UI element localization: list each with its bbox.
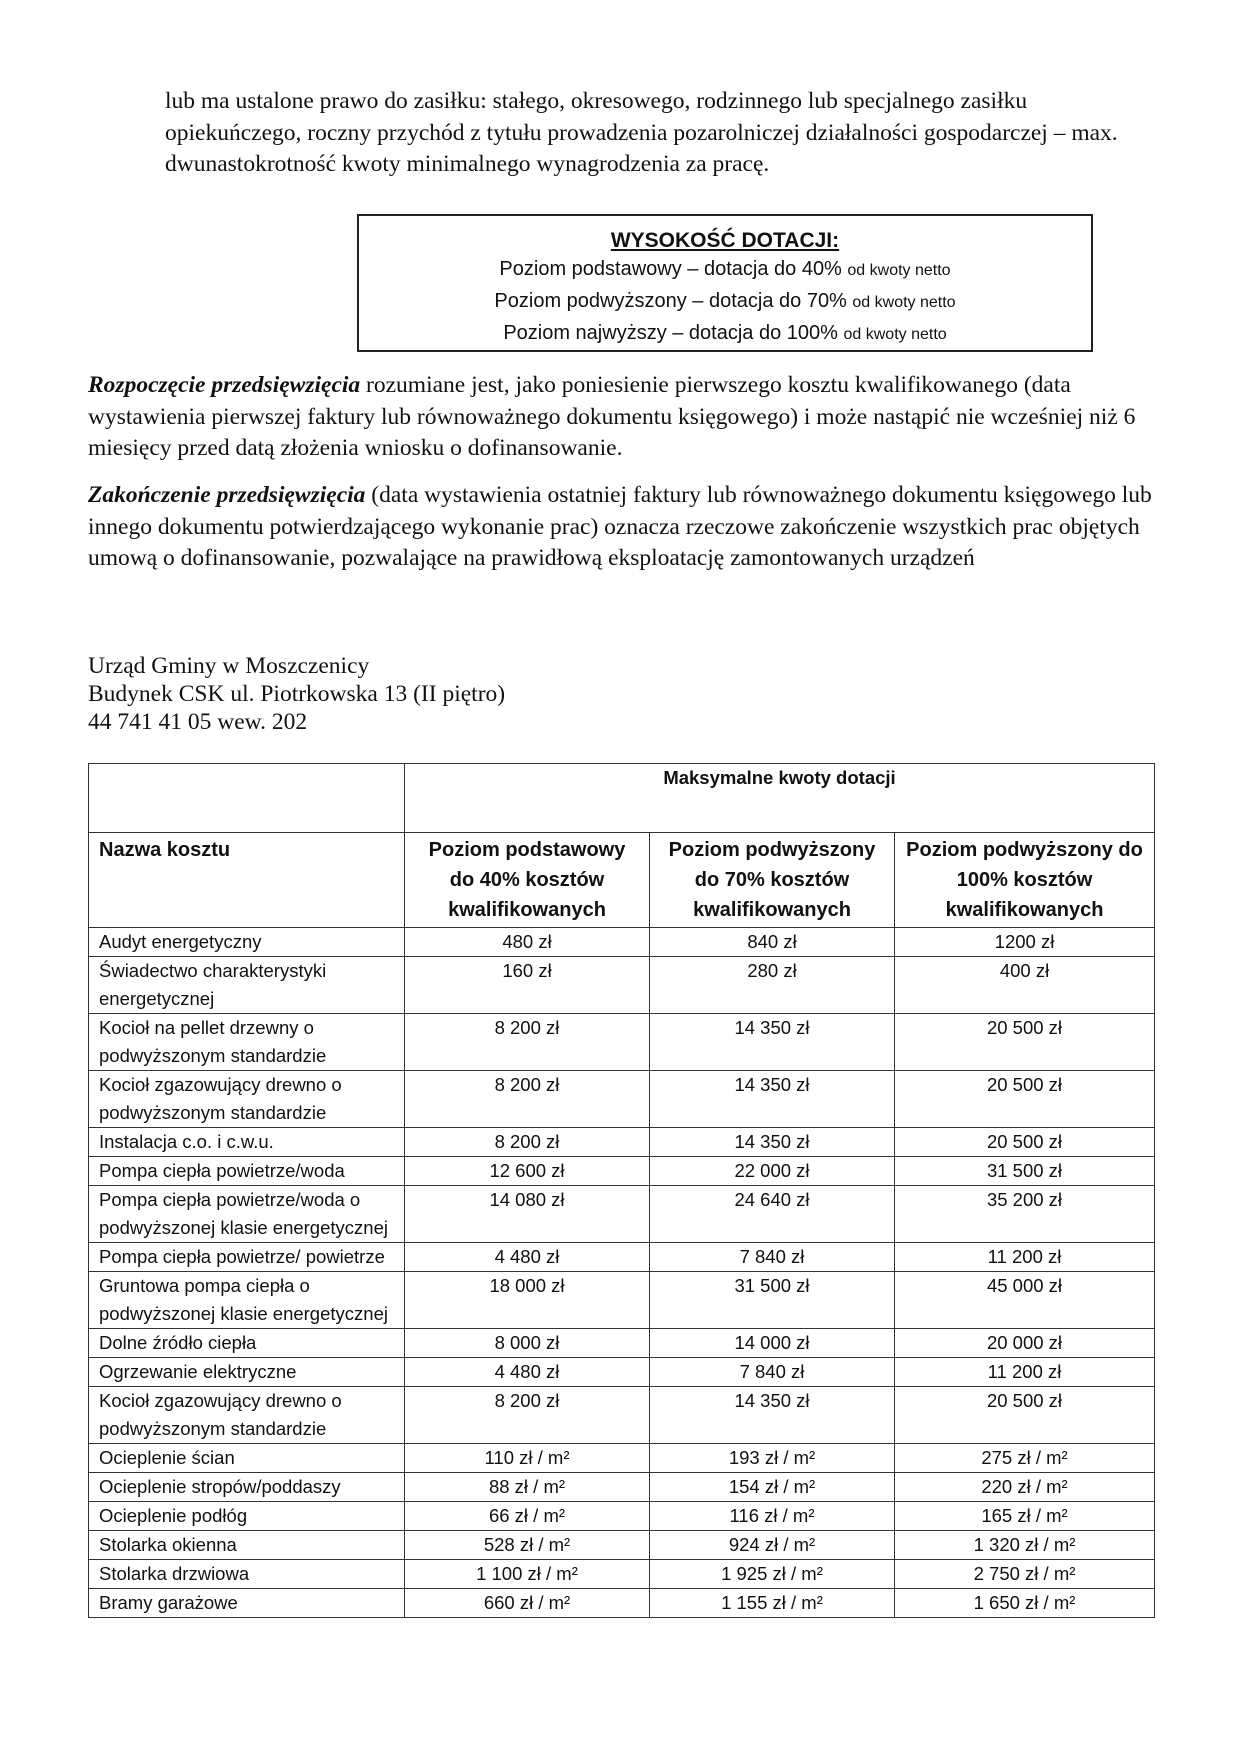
highest-amount-cell: 20 500 zł	[895, 1071, 1155, 1128]
raised-amount-cell: 116 zł / m²	[650, 1502, 895, 1531]
highest-amount-cell: 11 200 zł	[895, 1243, 1155, 1272]
basic-amount-cell: 66 zł / m²	[405, 1502, 650, 1531]
basic-amount-cell: 8 200 zł	[405, 1014, 650, 1071]
table-title: Maksymalne kwoty dotacji	[405, 764, 1155, 833]
end-definition-paragraph	[88, 480, 1168, 575]
raised-amount-cell: 14 350 zł	[650, 1128, 895, 1157]
highest-amount-cell: 1200 zł	[895, 928, 1155, 957]
highest-amount-cell: 20 500 zł	[895, 1387, 1155, 1444]
table-row	[89, 1589, 1155, 1618]
raised-amount-cell: 14 350 zł	[650, 1071, 895, 1128]
cost-name-cell: Ogrzewanie elektryczne	[89, 1358, 405, 1387]
basic-amount-cell: 8 200 zł	[405, 1387, 650, 1444]
highest-amount-cell: 20 500 zł	[895, 1014, 1155, 1071]
table-row	[89, 1329, 1155, 1358]
cost-name-cell: Kocioł na pellet drzewny o podwyższonym standardzie	[89, 1014, 405, 1071]
cost-name-cell: Gruntowa pompa ciepła o podwyższonej klasie energetycznej	[89, 1272, 405, 1329]
grant-level-title: WYSOKOŚĆ DOTACJI:	[610, 229, 840, 252]
column-header-cost-name: Nazwa kosztu	[89, 833, 405, 928]
raised-amount-cell: 31 500 zł	[650, 1272, 895, 1329]
raised-amount-cell: 7 840 zł	[650, 1358, 895, 1387]
basic-amount-cell: 4 480 zł	[405, 1358, 650, 1387]
raised-amount-cell: 1 155 zł / m²	[650, 1589, 895, 1618]
table-row	[89, 1014, 1155, 1071]
intro-paragraph: lub ma ustalone prawo do zasiłku: stałego, okresowego, rodzinnego lub specjalnego zasiłku opiekuńczego, roczny przychód z tytułu prowadzenia pozarolniczej działalności gospodarczej – max. dwunastokrotność kwoty minimalnego wynagrodzenia za pracę.	[165, 88, 1118, 177]
raised-amount-cell: 14 350 zł	[650, 1014, 895, 1071]
highest-amount-cell: 1 650 zł / m²	[895, 1589, 1155, 1618]
basic-amount-cell: 8 200 zł	[405, 1128, 650, 1157]
basic-amount-cell: 480 zł	[405, 928, 650, 957]
cost-name-cell: Ocieplenie ścian	[89, 1444, 405, 1473]
end-term: Zakończenie przedsięwzięcia	[88, 482, 366, 508]
start-term: Rozpoczęcie przedsięwzięcia	[88, 372, 361, 398]
raised-amount-cell: 14 350 zł	[650, 1387, 895, 1444]
raised-amount-cell: 1 925 zł / m²	[650, 1560, 895, 1589]
basic-amount-cell: 1 100 zł / m²	[405, 1560, 650, 1589]
cost-name-cell: Kocioł zgazowujący drewno o podwyższonym standardzie	[89, 1387, 405, 1444]
basic-amount-cell: 160 zł	[405, 957, 650, 1014]
table-row	[89, 1560, 1155, 1589]
highest-amount-cell: 45 000 zł	[895, 1272, 1155, 1329]
table-row	[89, 1243, 1155, 1272]
table-row	[89, 957, 1155, 1014]
table-row	[89, 1502, 1155, 1531]
cost-name-cell: Dolne źródło ciepła	[89, 1329, 405, 1358]
grant-level-main: Poziom podwyższony – dotacja do 70%	[494, 290, 847, 312]
cost-name-cell: Audyt energetyczny	[89, 928, 405, 957]
highest-amount-cell: 2 750 zł / m²	[895, 1560, 1155, 1589]
highest-amount-cell: 220 zł / m²	[895, 1473, 1155, 1502]
highest-amount-cell: 275 zł / m²	[895, 1444, 1155, 1473]
cost-name-cell: Instalacja c.o. i c.w.u.	[89, 1128, 405, 1157]
basic-amount-cell: 8 200 zł	[405, 1071, 650, 1128]
grant-level-raised	[359, 286, 1091, 318]
table-row	[89, 1387, 1155, 1444]
cost-name-cell: Stolarka okienna	[89, 1531, 405, 1560]
table-header-row	[89, 833, 1155, 928]
column-header-basic: Poziom podstawowy do 40% kosztów kwalifikowanych	[405, 833, 650, 928]
end-text: (data wystawienia ostatniej faktury lub równoważnego dokumentu księgowego lub innego dokumentu potwierdzającego wykonanie prac) oznacza rzeczowe zakończenie wszystkich prac objętych umową o dofinansowanie, pozwalające na prawidłową eksploatację zamontowanych urządzeń	[88, 482, 1152, 571]
raised-amount-cell: 7 840 zł	[650, 1243, 895, 1272]
basic-amount-cell: 660 zł / m²	[405, 1589, 650, 1618]
column-header-highest: Poziom podwyższony do 100% kosztów kwalifikowanych	[895, 833, 1155, 928]
table-row	[89, 1186, 1155, 1243]
grant-level-highest	[359, 318, 1091, 350]
contact-block	[88, 652, 505, 736]
office-address: Budynek CSK ul. Piotrkowska 13 (II piętro)	[88, 681, 506, 707]
basic-amount-cell: 4 480 zł	[405, 1243, 650, 1272]
column-header-raised: Poziom podwyższony do 70% kosztów kwalifikowanych	[650, 833, 895, 928]
table-row	[89, 1128, 1155, 1157]
cost-name-cell: Pompa ciepła powietrze/woda	[89, 1157, 405, 1186]
highest-amount-cell: 1 320 zł / m²	[895, 1531, 1155, 1560]
basic-amount-cell: 528 zł / m²	[405, 1531, 650, 1560]
table-row	[89, 1358, 1155, 1387]
cost-name-cell: Kocioł zgazowujący drewno o podwyższonym standardzie	[89, 1071, 405, 1128]
basic-amount-cell: 8 000 zł	[405, 1329, 650, 1358]
highest-amount-cell: 400 zł	[895, 957, 1155, 1014]
grant-level-suffix: od kwoty netto	[852, 294, 956, 311]
basic-amount-cell: 88 zł / m²	[405, 1473, 650, 1502]
highest-amount-cell: 20 500 zł	[895, 1128, 1155, 1157]
highest-amount-cell: 11 200 zł	[895, 1358, 1155, 1387]
cost-name-cell: Ocieplenie podłóg	[89, 1502, 405, 1531]
basic-amount-cell: 110 zł / m²	[405, 1444, 650, 1473]
table-row	[89, 1157, 1155, 1186]
grant-level-suffix: od kwoty netto	[847, 262, 951, 279]
table-row	[89, 1071, 1155, 1128]
raised-amount-cell: 24 640 zł	[650, 1186, 895, 1243]
start-definition-paragraph	[88, 370, 1168, 465]
grant-level-main: Poziom najwyższy – dotacja do 100%	[503, 322, 838, 344]
highest-amount-cell: 31 500 zł	[895, 1157, 1155, 1186]
raised-amount-cell: 193 zł / m²	[650, 1444, 895, 1473]
basic-amount-cell: 12 600 zł	[405, 1157, 650, 1186]
basic-amount-cell: 18 000 zł	[405, 1272, 650, 1329]
raised-amount-cell: 154 zł / m²	[650, 1473, 895, 1502]
table-row	[89, 928, 1155, 957]
grant-level-suffix: od kwoty netto	[843, 326, 947, 343]
grant-level-basic	[359, 254, 1091, 286]
cost-name-cell: Pompa ciepła powietrze/ powietrze	[89, 1243, 405, 1272]
highest-amount-cell: 165 zł / m²	[895, 1502, 1155, 1531]
raised-amount-cell: 14 000 zł	[650, 1329, 895, 1358]
cost-name-cell: Ocieplenie stropów/poddaszy	[89, 1473, 405, 1502]
office-phone: 44 741 41 05 wew. 202	[88, 709, 308, 735]
start-text: rozumiane jest, jako poniesienie pierwszego kosztu kwalifikowanego (data wystawienia pierwszej faktury lub równoważnego dokumentu księgowego) i może nastąpić nie wcześniej niż 6 miesięcy przed datą złożenia wniosku o dofinansowanie.	[88, 372, 1136, 461]
table-row	[89, 1444, 1155, 1473]
cost-name-cell: Stolarka drzwiowa	[89, 1560, 405, 1589]
highest-amount-cell: 20 000 zł	[895, 1329, 1155, 1358]
table-row	[89, 1531, 1155, 1560]
basic-amount-cell: 14 080 zł	[405, 1186, 650, 1243]
cost-name-cell: Bramy garażowe	[89, 1589, 405, 1618]
office-name: Urząd Gminy w Moszczenicy	[88, 653, 370, 679]
highest-amount-cell: 35 200 zł	[895, 1186, 1155, 1243]
max-grant-table	[88, 763, 1155, 1618]
table-banner-empty	[89, 764, 405, 833]
grant-level-main: Poziom podstawowy – dotacja do 40%	[499, 258, 842, 280]
raised-amount-cell: 924 zł / m²	[650, 1531, 895, 1560]
cost-name-cell: Pompa ciepła powietrze/woda o podwyższonej klasie energetycznej	[89, 1186, 405, 1243]
cost-name-cell: Świadectwo charakterystyki energetycznej	[89, 957, 405, 1014]
raised-amount-cell: 280 zł	[650, 957, 895, 1014]
grant-level-box	[357, 214, 1093, 352]
table-row	[89, 1272, 1155, 1329]
table-banner-row	[89, 764, 1155, 833]
raised-amount-cell: 840 zł	[650, 928, 895, 957]
table-row	[89, 1473, 1155, 1502]
raised-amount-cell: 22 000 zł	[650, 1157, 895, 1186]
